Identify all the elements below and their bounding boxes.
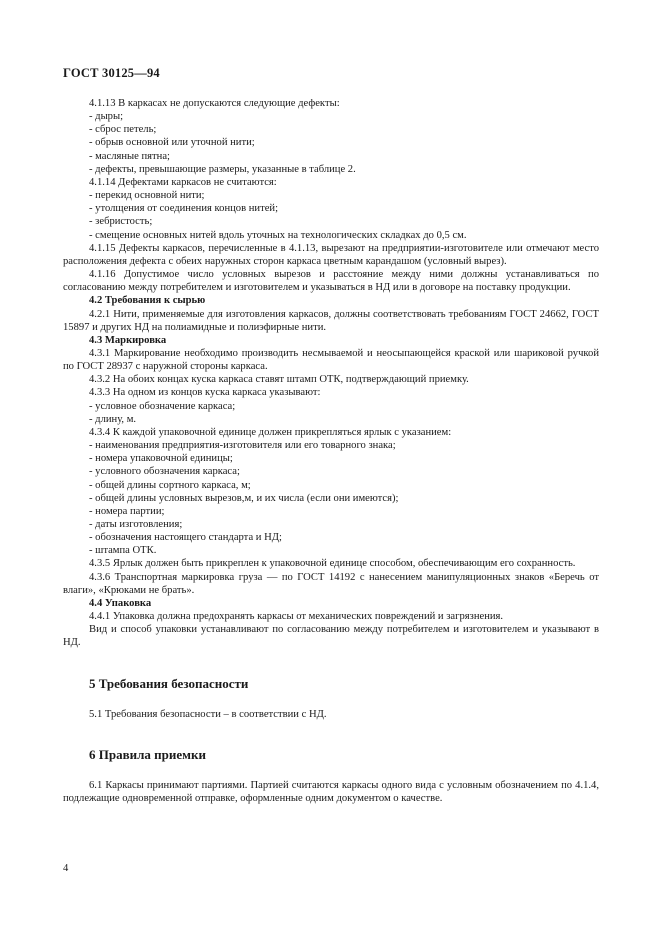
paragraph: 4.3.6 Транспортная маркировка груза — по ГОСТ 14192 с нанесением манипуляционных знаков «Беречь от влаги», «Крюками не брать».: [63, 571, 599, 596]
list-item: - сброс петель;: [89, 124, 157, 136]
section-heading: 6 Правила приемки: [89, 746, 206, 762]
paragraph: 4.3.1 Маркирование необходимо производить несмываемой и неосыпающейся краской или шариковой ручкой по ГОСТ 28937 с наружной стороны каркаса.: [63, 347, 599, 373]
list-item: - даты изготовления;: [89, 519, 183, 530]
list-item: - обрыв основной или уточной нити;: [89, 137, 255, 149]
list-item: - дефекты, превышающие размеры, указанные в таблице 2.: [89, 163, 356, 175]
list-item: - обозначения настоящего стандарта и НД;: [89, 532, 282, 544]
list-item: - утолщения от соединения концов нитей;: [89, 203, 279, 215]
section-heading: 5 Требования безопасности: [89, 675, 249, 691]
subsection-heading: 4.3 Маркировка: [89, 334, 167, 346]
paragraph: 4.1.16 Допустимое число условных вырезов и расстояние между ними должны устанавливаться по согласованию между потребителем и изготовителем и указываться в НД или в договоре на поставку продукции.: [63, 269, 599, 294]
paragraph: 4.4.1 Упаковка должна предохранять каркасы от механических повреждений и загрязнения.: [89, 611, 504, 623]
list-item: - штампа ОТК.: [89, 545, 157, 557]
paragraph: 4.1.13 В каркасах не допускаются следующие дефекты:: [89, 98, 340, 109]
list-item: - длину, м.: [89, 413, 137, 425]
document-header: ГОСТ 30125—94: [63, 66, 160, 80]
paragraph: 4.3.5 Ярлык должен быть прикреплен к упаковочной единице способом, обеспечивающим его сохранность.: [89, 558, 576, 570]
paragraph: 6.1 Каркасы принимают партиями. Партией считаются каркасы одного вида с условным обозначением по 4.1.4, подлежащие одновременной отправке, оформленные одним документом о качестве.: [63, 780, 599, 805]
list-item: - общей длины условных вырезов,м, и их числа (если они имеются);: [89, 492, 399, 504]
paragraph: 4.3.3 На одном из концов куска каркаса указывают:: [89, 387, 321, 399]
list-item: - условное обозначение каркаса;: [89, 400, 236, 412]
paragraph: 4.3.2 На обоих концах куска каркаса ставят штамп ОТК, подтверждающий приемку.: [89, 374, 469, 386]
list-item: - зебристость;: [89, 216, 153, 228]
list-item: - условного обозначения каркаса;: [89, 466, 240, 478]
list-item: - номера партии;: [89, 505, 165, 517]
list-item: - смещение основных нитей вдоль уточных на технологических складках до 0,5 см.: [89, 229, 467, 241]
section-spacer: [63, 650, 599, 664]
paragraph: 4.1.15 Дефекты каркасов, перечисленные в 4.1.13, вырезают на предприятии-изготовителе или отмечают место расположения дефекта с обеих наружных сторон каркаса цветным карандашом (условный вырез).: [63, 242, 599, 267]
document-body: [63, 97, 599, 805]
paragraph: 4.1.14 Дефектами каркасов не считаются:: [89, 176, 277, 188]
page-number: 4: [63, 863, 69, 874]
list-item: - перекид основной нити;: [89, 190, 205, 202]
section-spacer: [63, 721, 599, 735]
list-item: - номера упаковочной единицы;: [89, 453, 233, 465]
list-item: - масляные пятна;: [89, 150, 170, 162]
subsection-heading: 4.2 Требования к сырью: [89, 295, 206, 307]
list-item: - дыры;: [89, 111, 124, 123]
paragraph: 4.2.1 Нити, применяемые для изготовления каркасов, должны соответствовать требованиям ГОСТ 24662, ГОСТ 15897 и других НД на полиамидные и полиэфирные нити.: [63, 308, 599, 333]
paragraph: 4.3.4 К каждой упаковочной единице должен прикрепляться ярлык с указанием:: [89, 426, 452, 438]
paragraph: Вид и способ упаковки устанавливают по согласованию между потребителем и изготовителем и указывают в НД.: [63, 624, 599, 649]
list-item: - наименования предприятия-изготовителя или его товарного знака;: [89, 440, 396, 452]
subsection-heading: 4.4 Упаковка: [89, 597, 152, 609]
list-item: - общей длины сортного каркаса, м;: [89, 479, 251, 491]
paragraph: 5.1 Требования безопасности – в соответствии с НД.: [89, 708, 327, 720]
